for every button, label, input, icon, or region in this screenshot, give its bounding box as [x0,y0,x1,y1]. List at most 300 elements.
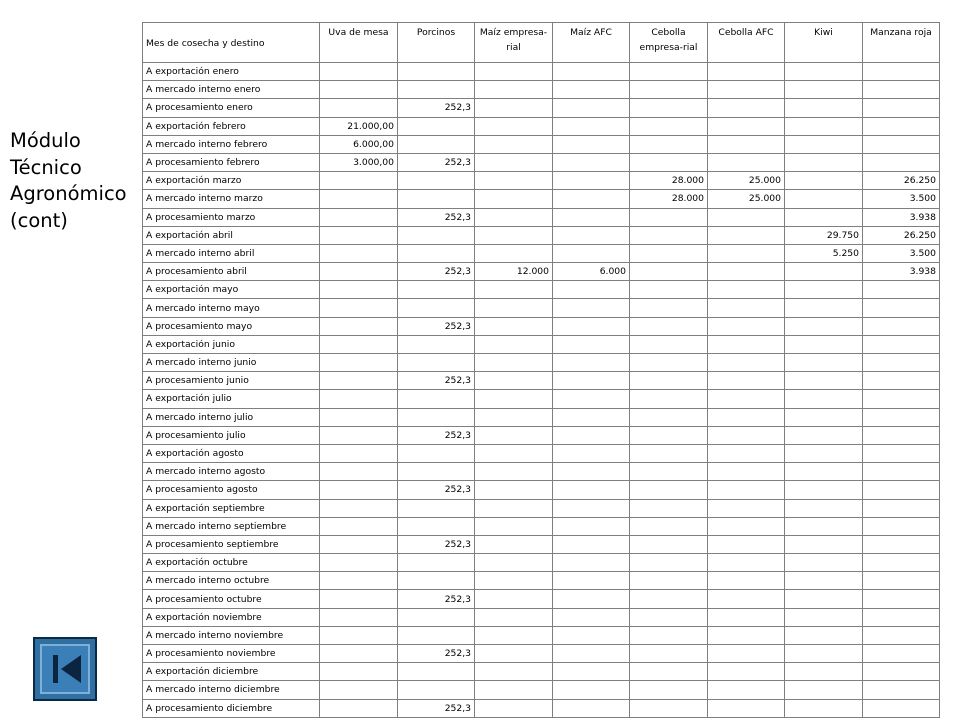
table-cell [320,281,398,299]
table-cell [708,572,785,590]
table-cell [475,699,553,717]
table-cell [475,681,553,699]
table-cell [630,481,708,499]
table-cell [708,226,785,244]
table-row [143,608,940,626]
table-cell [475,135,553,153]
table-cell [708,681,785,699]
row-label: A exportación agosto [143,444,320,462]
table-cell [398,390,475,408]
table-cell [630,554,708,572]
row-label: A procesamiento noviembre [143,645,320,663]
row-label: A mercado interno junio [143,354,320,372]
row-label: A procesamiento julio [143,426,320,444]
row-label: A procesamiento septiembre [143,535,320,553]
table-cell [785,135,863,153]
row-label: A mercado interno noviembre [143,626,320,644]
table-cell: 252,3 [398,590,475,608]
table-row [143,554,940,572]
table-cell [785,554,863,572]
table-cell [398,572,475,590]
table-cell [708,117,785,135]
table-cell [553,117,630,135]
table-cell [553,517,630,535]
table-row [143,317,940,335]
table-cell [630,153,708,171]
table-cell [475,554,553,572]
table-cell [708,554,785,572]
table-cell [320,390,398,408]
table-cell [553,408,630,426]
table-cell: 12.000 [475,263,553,281]
row-label: A exportación febrero [143,117,320,135]
table-cell [630,317,708,335]
table-cell [320,645,398,663]
table-cell [398,117,475,135]
table-cell [785,608,863,626]
table-cell [630,63,708,81]
table-cell [553,481,630,499]
column-header: Cebolla AFC [708,23,785,63]
table-cell [320,444,398,462]
table-cell [708,426,785,444]
table-cell [553,153,630,171]
table-cell [630,608,708,626]
table-cell: 252,3 [398,645,475,663]
table-cell [785,190,863,208]
table-cell: 252,3 [398,153,475,171]
table-cell [553,63,630,81]
table-cell [630,572,708,590]
table-cell [320,663,398,681]
table-cell [553,663,630,681]
table-cell [320,172,398,190]
table-cell [475,645,553,663]
table-cell [475,63,553,81]
table-cell [708,244,785,262]
table-cell [708,317,785,335]
row-label: A exportación enero [143,63,320,81]
table-cell [708,608,785,626]
table-cell [398,135,475,153]
table-cell [398,681,475,699]
table-cell: 252,3 [398,426,475,444]
row-label: A procesamiento febrero [143,153,320,171]
side-title-line: (cont) [10,208,68,232]
table-cell [553,172,630,190]
table-cell [553,444,630,462]
table-cell [863,372,940,390]
table-row [143,244,940,262]
table-cell [630,117,708,135]
table-row [143,390,940,408]
column-header: Maíz empresa-rial [475,23,553,63]
table-cell [785,335,863,353]
table-cell [708,499,785,517]
table-row [143,299,940,317]
table-cell [320,681,398,699]
table-cell [398,517,475,535]
table-cell [630,335,708,353]
row-label: A exportación septiembre [143,499,320,517]
table-row [143,681,940,699]
row-label: A procesamiento diciembre [143,699,320,717]
table-cell [630,590,708,608]
table-cell [553,299,630,317]
table-row [143,463,940,481]
table-row [143,481,940,499]
table-cell [863,626,940,644]
table-cell [553,681,630,699]
table-cell [553,590,630,608]
table-cell: 28.000 [630,190,708,208]
table-cell [863,153,940,171]
row-label: A mercado interno febrero [143,135,320,153]
row-label: A procesamiento octubre [143,590,320,608]
table-cell [320,63,398,81]
table-cell [630,535,708,553]
table-cell [320,99,398,117]
table-cell [475,190,553,208]
table-cell [630,372,708,390]
table-row [143,572,940,590]
row-label: A mercado interno diciembre [143,681,320,699]
table-cell [475,117,553,135]
table-row [143,117,940,135]
table-cell [785,172,863,190]
table-cell [475,572,553,590]
table-cell [708,444,785,462]
table-cell [320,81,398,99]
table-cell [553,335,630,353]
table-cell [553,608,630,626]
table-cell [475,626,553,644]
table-cell: 252,3 [398,99,475,117]
table-cell [475,153,553,171]
table-cell [398,299,475,317]
table-cell [398,444,475,462]
table-cell [708,354,785,372]
table-cell [863,335,940,353]
table-cell [398,663,475,681]
table-cell: 29.750 [785,226,863,244]
table-cell [863,699,940,717]
table-cell [398,81,475,99]
row-label: A exportación diciembre [143,663,320,681]
table-cell [708,281,785,299]
table-cell [553,463,630,481]
table-cell [320,244,398,262]
table-cell [398,190,475,208]
table-cell [630,244,708,262]
table-cell: 252,3 [398,263,475,281]
table-cell [398,354,475,372]
row-label: A mercado interno septiembre [143,517,320,535]
table-cell [708,208,785,226]
table-cell [320,335,398,353]
row-label: A procesamiento agosto [143,481,320,499]
table-cell: 28.000 [630,172,708,190]
table-cell [475,390,553,408]
row-label: A exportación junio [143,335,320,353]
table-cell [320,408,398,426]
table-cell [553,390,630,408]
column-header: Manzana roja [863,23,940,63]
side-title-line: Módulo [10,129,81,152]
table-cell [320,499,398,517]
table-cell [553,281,630,299]
table-cell [708,335,785,353]
table-row [143,590,940,608]
row-label: A mercado interno marzo [143,190,320,208]
harvest-destination-table [142,22,940,718]
table-cell [475,535,553,553]
table-cell [785,535,863,553]
table-cell [863,63,940,81]
row-label: A procesamiento mayo [143,317,320,335]
table-cell [708,626,785,644]
table-cell [863,99,940,117]
table-cell [785,444,863,462]
table-cell [708,63,785,81]
table-cell [708,517,785,535]
table-cell [553,499,630,517]
table-cell [475,608,553,626]
table-cell [708,645,785,663]
table-row [143,535,940,553]
table-cell [785,572,863,590]
table-cell [785,645,863,663]
table-cell [630,81,708,99]
row-label: A mercado interno julio [143,408,320,426]
table-cell [785,590,863,608]
table-cell [708,299,785,317]
table-cell [863,663,940,681]
table-cell [553,535,630,553]
table-cell [320,354,398,372]
table-cell: 6.000 [553,263,630,281]
table-cell [785,117,863,135]
table-cell [398,281,475,299]
table-cell [475,499,553,517]
table-cell [630,699,708,717]
table-cell [630,626,708,644]
table-cell [475,408,553,426]
table-row [143,81,940,99]
table-cell [863,117,940,135]
row-label: A mercado interno octubre [143,572,320,590]
table-cell [708,153,785,171]
table-cell: 252,3 [398,481,475,499]
row-label: A exportación marzo [143,172,320,190]
table-cell [320,572,398,590]
table-cell [708,390,785,408]
table-cell [708,590,785,608]
row-label: A mercado interno agosto [143,463,320,481]
table-cell [630,208,708,226]
table-row [143,135,940,153]
table-cell [785,317,863,335]
table-cell [863,463,940,481]
table-cell: 25.000 [708,190,785,208]
table-cell [708,263,785,281]
table-cell [398,63,475,81]
table-cell [320,517,398,535]
table-cell [785,208,863,226]
table-cell [320,554,398,572]
table-cell [553,426,630,444]
table-cell [553,354,630,372]
table-cell: 5.250 [785,244,863,262]
table-cell [320,226,398,244]
column-header: Uva de mesa [320,23,398,63]
table-cell [630,681,708,699]
table-row [143,699,940,717]
table-cell: 26.250 [863,172,940,190]
table-cell [863,354,940,372]
table-cell [320,263,398,281]
table-cell: 3.938 [863,208,940,226]
table-cell [630,135,708,153]
table-cell [475,481,553,499]
table-cell [398,499,475,517]
table-header-row [143,23,940,63]
column-header: Cebolla empresa-rial [630,23,708,63]
table-cell [785,281,863,299]
table-cell [553,372,630,390]
table-cell [553,244,630,262]
table-row [143,408,940,426]
table-cell [863,390,940,408]
table-cell [708,372,785,390]
table-cell [785,263,863,281]
table-cell [475,317,553,335]
side-title [10,128,140,234]
table-row [143,153,940,171]
table-cell [553,135,630,153]
row-label: A procesamiento marzo [143,208,320,226]
column-header: Mes de cosecha y destino [143,23,320,63]
table-cell [785,426,863,444]
table-cell [553,81,630,99]
table-cell [708,81,785,99]
table-cell [863,554,940,572]
table-row [143,226,940,244]
table-cell [475,354,553,372]
table-row [143,663,940,681]
table-cell [475,208,553,226]
table-cell [398,244,475,262]
table-cell [398,408,475,426]
table-cell [785,517,863,535]
table-cell [630,663,708,681]
table-cell [475,463,553,481]
table-cell [553,190,630,208]
table-cell: 3.500 [863,244,940,262]
table-cell [785,354,863,372]
table-cell [785,153,863,171]
table-cell: 6.000,00 [320,135,398,153]
table-cell [863,317,940,335]
back-button[interactable] [33,637,97,701]
table-body [143,63,940,718]
table-cell [398,335,475,353]
table-cell: 3.000,00 [320,153,398,171]
table-cell [863,281,940,299]
table-cell [553,645,630,663]
table-cell [398,554,475,572]
column-header: Maíz AFC [553,23,630,63]
table-cell: 252,3 [398,372,475,390]
table-cell [475,172,553,190]
table-cell [630,499,708,517]
table-cell [553,626,630,644]
table-cell [320,299,398,317]
table-cell [630,645,708,663]
table-cell [475,663,553,681]
table-cell [630,354,708,372]
table-cell: 3.500 [863,190,940,208]
table-row [143,99,940,117]
table-cell [320,208,398,226]
table-cell [475,590,553,608]
table-cell [320,608,398,626]
table-row [143,444,940,462]
table-cell [475,81,553,99]
table-cell [398,626,475,644]
table-cell [475,372,553,390]
table-cell [708,135,785,153]
table-cell [630,281,708,299]
table-cell [630,426,708,444]
table-cell [553,572,630,590]
table-cell [630,408,708,426]
row-label: A exportación julio [143,390,320,408]
table-cell: 252,3 [398,317,475,335]
table-cell [863,299,940,317]
row-label: A exportación mayo [143,281,320,299]
table-row [143,645,940,663]
table-cell [553,226,630,244]
table-cell [785,372,863,390]
table-row [143,372,940,390]
table-cell [630,99,708,117]
table-cell [398,608,475,626]
table-cell [785,663,863,681]
row-label: A exportación noviembre [143,608,320,626]
table-cell [785,699,863,717]
table-cell [553,699,630,717]
table-cell [630,299,708,317]
table-cell [785,681,863,699]
table-cell [785,99,863,117]
table-cell [785,408,863,426]
table-cell [475,517,553,535]
table-row [143,499,940,517]
table-cell [398,463,475,481]
table-cell [630,390,708,408]
table-cell [863,535,940,553]
table-cell [320,481,398,499]
table-cell [553,208,630,226]
table-cell: 252,3 [398,535,475,553]
table-cell: 252,3 [398,208,475,226]
table-row [143,517,940,535]
table-row [143,426,940,444]
table-cell [475,299,553,317]
table-cell [863,517,940,535]
table-row [143,190,940,208]
